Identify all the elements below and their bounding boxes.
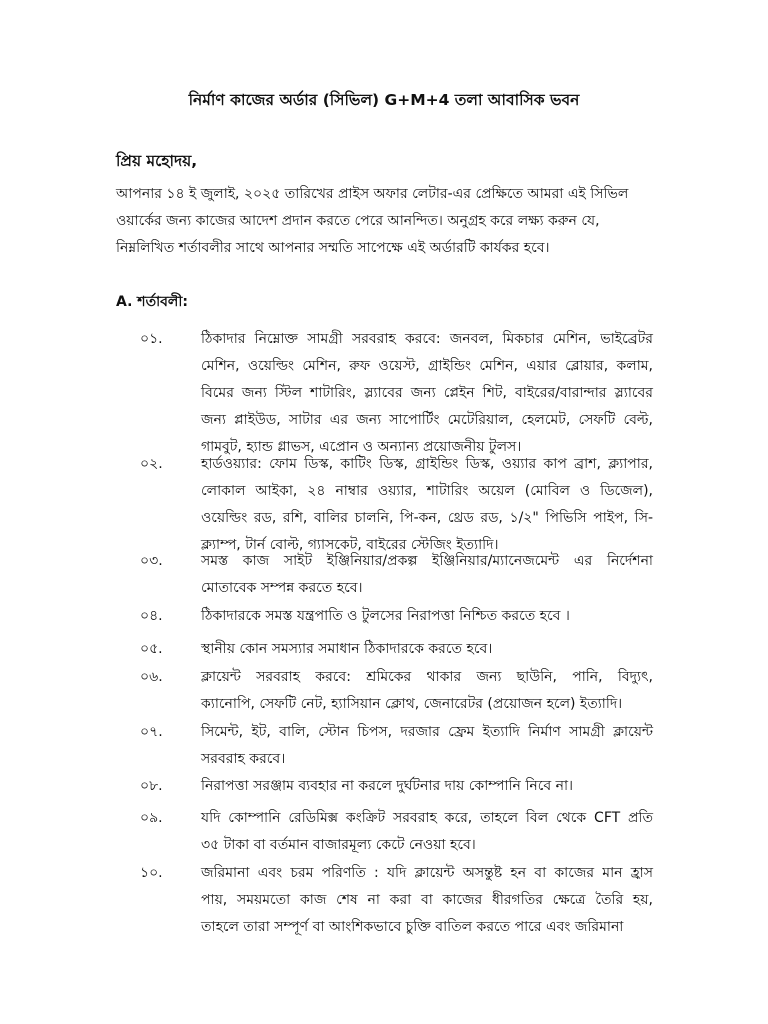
item-text-line: স্থানীয় কোন সমস্যার সমাধান ঠিকাদারকে করতে হবে। bbox=[201, 641, 493, 657]
item-number: ০১. bbox=[140, 331, 163, 347]
item-number: ০৫. bbox=[140, 641, 163, 657]
item-text-line: সমস্ত কাজ সাইট ইঞ্জিনিয়ার/প্রকল্প ইঞ্জিনিয়ার/ম্যানেজমেন্ট এর নির্দেশনা bbox=[201, 553, 653, 569]
item-text-line: যদি কোম্পানি রেডিমিক্স কংক্রিট সরবরাহ করে, তাহলে বিল থেকে CFT প্রতি bbox=[201, 810, 653, 826]
item-text-line: সিমেন্ট, ইট, বালি, স্টোন চিপস, দরজার ফ্রেম ইত্যাদি নির্মাণ সামগ্রী ক্লায়েন্ট bbox=[201, 724, 653, 740]
salutation: প্রিয় মহোদয়, bbox=[116, 152, 198, 170]
item-text-line: লোকাল আইকা, ২৪ নাম্বার ওয়্যার, শাটারিং অয়েল (মোবিল ও ডিজেল), bbox=[201, 483, 653, 499]
intro-paragraph bbox=[116, 181, 656, 263]
item-text bbox=[201, 326, 653, 461]
item-text bbox=[201, 773, 653, 800]
item-text bbox=[201, 805, 653, 859]
item-number: ০২. bbox=[140, 456, 163, 472]
item-number: ০৮. bbox=[140, 778, 163, 794]
item-text bbox=[201, 664, 653, 718]
item-number: ০৯. bbox=[140, 810, 163, 826]
item-text-line: ক্লায়েন্ট সরবরাহ করবে: শ্রমিকের থাকার জন্য ছাউনি, পানি, বিদ্যুৎ, bbox=[201, 669, 653, 685]
intro-line: আপনার ১৪ ই জুলাই, ২০২৫ তারিখের প্রাইস অফার লেটার-এর প্রেক্ষিতে আমরা এই সিভিল bbox=[116, 186, 629, 202]
intro-line: নিম্নলিখিত শর্তাবলীর সাথে আপনার সম্মতি সাপেক্ষে এই অর্ডারটি কার্যকর হবে। bbox=[116, 240, 550, 257]
item-text bbox=[201, 719, 653, 773]
item-text-line: গামবুট, হ্যান্ড গ্লাভস, এপ্রোন ও অন্যান্য প্রয়োজনীয় টুলস। bbox=[201, 439, 522, 455]
item-text-line: ক্যানোপি, সেফটি নেট, হ্যাসিয়ান ক্লোথ, জেনারেটর (প্রয়োজন হলে) ইত্যাদি। bbox=[201, 696, 623, 712]
item-number: ০৭. bbox=[140, 724, 163, 740]
item-text bbox=[201, 860, 653, 941]
section-heading-terms: A. শর্তাবলী: bbox=[116, 294, 188, 310]
item-text-line: বিমের জন্য স্টিল শাটারিং, স্ল্যাবের জন্য প্লেইন শিট, বাইরের/বারান্দার স্ল্যাবের bbox=[201, 385, 653, 401]
item-text bbox=[201, 603, 653, 630]
item-text-line: মেশিন, ওয়েল্ডিং মেশিন, রুফ ওয়েস্ট, গ্রাইন্ডিং মেশিন, এয়ার ব্লোয়ার, কলাম, bbox=[201, 358, 653, 374]
item-text-line: ঠিকাদারকে সমস্ত যন্ত্রপাতি ও টুলসের নিরাপত্তা নিশ্চিত করতে হবে । bbox=[201, 608, 570, 624]
item-text-line: মোতাবেক সম্পন্ন করতে হবে। bbox=[201, 580, 363, 596]
item-text-line: ওয়েল্ডিং রড, রশি, বালির চালনি, পি-কন, থ্রেড রড, ১/২" পিভিসি পাইপ, সি- bbox=[201, 510, 653, 526]
item-number: ০৪. bbox=[140, 608, 163, 624]
item-text-line: ৩৫ টাকা বা বর্তমান বাজারমূল্য কেটে নেওয়া হবে। bbox=[201, 837, 476, 853]
item-text bbox=[201, 451, 653, 559]
item-text-line: পায়, সময়মতো কাজ শেষ না করা বা কাজের ধীরগতির ক্ষেত্রে তৈরি হয়, bbox=[201, 892, 653, 908]
item-text-line: সরবরাহ করবে। bbox=[201, 751, 286, 767]
intro-line: ওয়ার্কের জন্য কাজের আদেশ প্রদান করতে পেরে আনন্দিত। অনুগ্রহ করে লক্ষ্য করুন যে, bbox=[116, 213, 600, 230]
item-text-line: জরিমানা এবং চরম পরিণতি : যদি ক্লায়েন্ট অসন্তুষ্ট হন বা কাজের মান হ্রাস bbox=[201, 865, 653, 881]
item-number: ০৩. bbox=[140, 553, 163, 569]
item-number: ১০. bbox=[140, 865, 163, 881]
item-text bbox=[201, 636, 653, 663]
item-number: ০৬. bbox=[140, 669, 163, 685]
item-text-line: তাহলে তারা সম্পূর্ণ বা আংশিকভাবে চুক্তি বাতিল করতে পারে এবং জরিমানা bbox=[201, 919, 624, 935]
item-text-line: ক্ল্যাম্প, টার্ন বোল্ট, গ্যাসকেট, বাইরের স্টেজিং ইত্যাদি। bbox=[201, 537, 499, 553]
item-text-line: জন্য প্লাইউড, সাটার এর জন্য সাপোর্টিং মেটেরিয়াল, হেলমেট, সেফটি বেল্ট, bbox=[201, 412, 653, 428]
document-title: নির্মাণ কাজের অর্ডার (সিভিল) G+M+4 তলা আবাসিক ভবন bbox=[188, 91, 580, 109]
item-text bbox=[201, 548, 653, 602]
item-text-line: নিরাপত্তা সরঞ্জাম ব্যবহার না করলে দুর্ঘটনার দায় কোম্পানি নিবে না। bbox=[201, 778, 574, 794]
item-text-line: ঠিকাদার নিম্নোক্ত সামগ্রী সরবরাহ করবে: জনবল, মিকচার মেশিন, ভাইব্রেটর bbox=[201, 331, 653, 347]
item-text-line: হার্ডওয়্যার: ফোম ডিস্ক, কাটিং ডিস্ক, গ্রাইন্ডিং ডিস্ক, ওয়্যার কাপ ব্রাশ, ক্ল্যাপার, bbox=[201, 456, 653, 472]
